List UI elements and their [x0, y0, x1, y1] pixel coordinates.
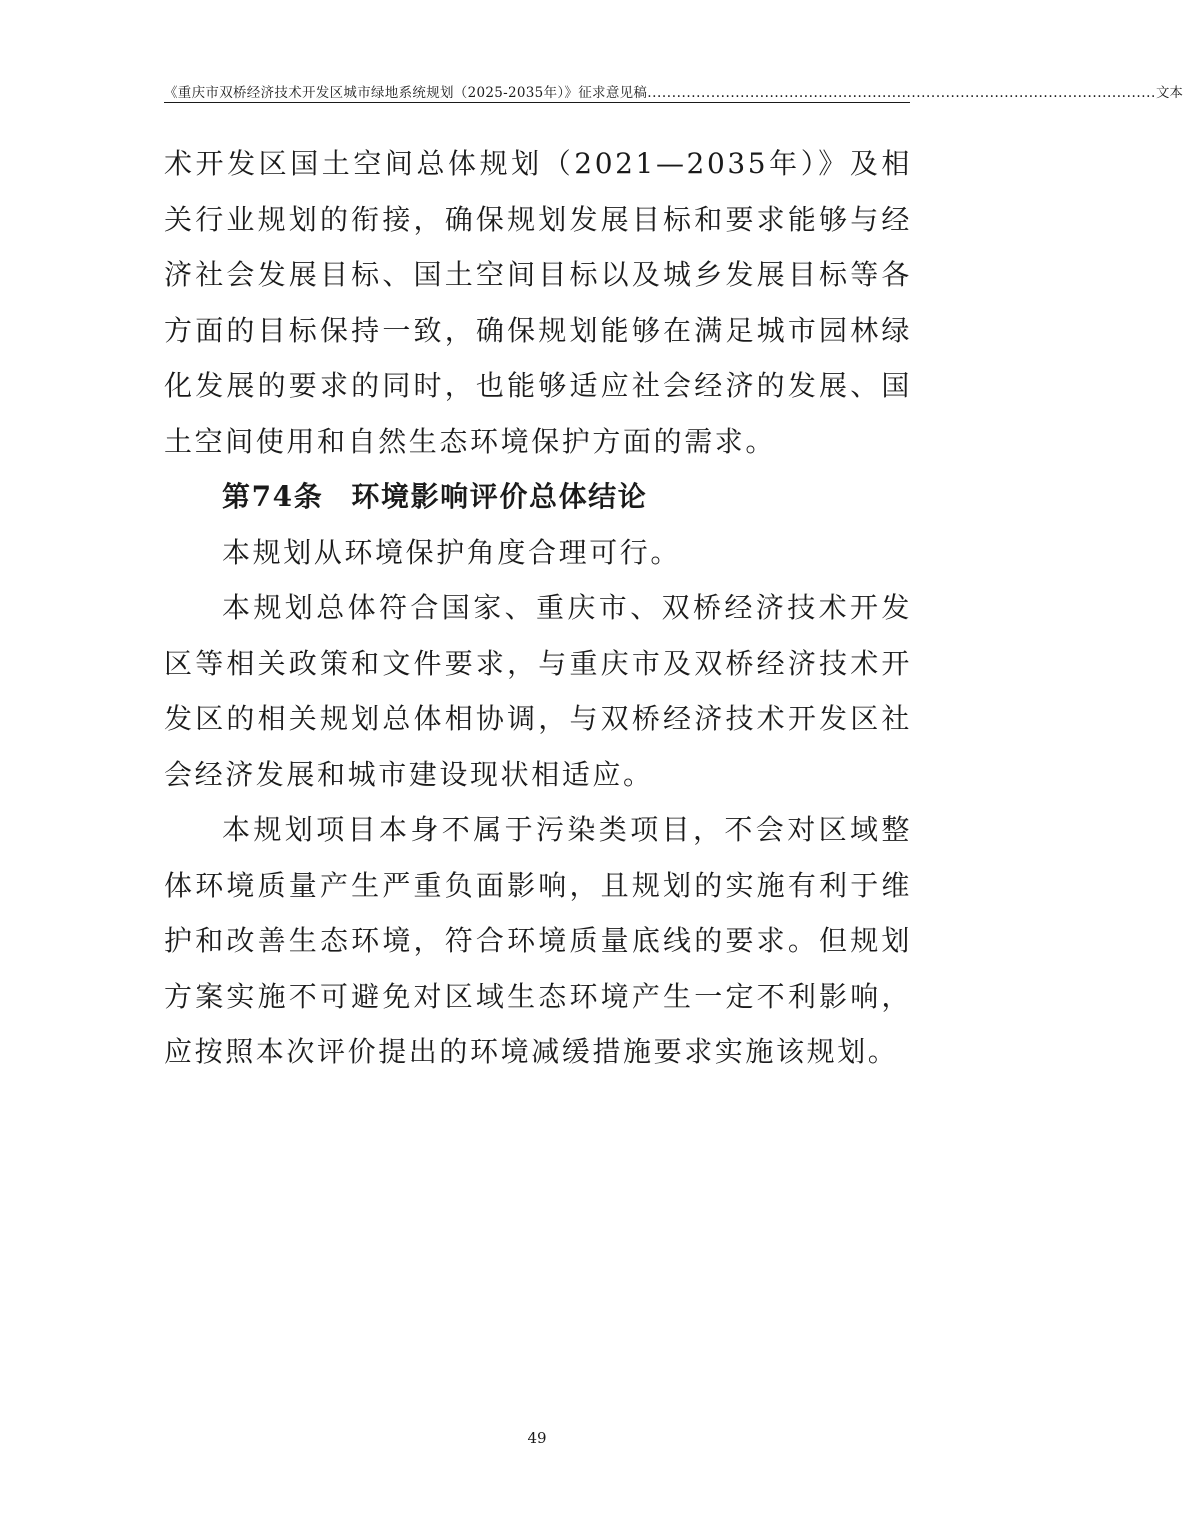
- article-number: 第74条: [222, 480, 324, 513]
- document-body: [164, 136, 912, 1080]
- article-heading: [164, 469, 912, 525]
- article-title: 环境影响评价总体结论: [351, 480, 648, 513]
- paragraph-3: 本规划项目本身不属于污染类项目，不会对区域整体环境质量产生严重负面影响，且规划的实施有利于维护和改善生态环境，符合环境质量底线的要求。但规划方案实施不可避免对区域生态环境产生一定不利影响，应按照本次评价提出的环境减缓措施要求实施该规划。: [164, 813, 912, 1068]
- page-number: 49: [527, 1429, 547, 1447]
- paragraph-2: 本规划总体符合国家、重庆市、双桥经济技术开发区等相关政策和文件要求，与重庆市及双桥经济技术开发区的相关规划总体相协调，与双桥经济技术开发区社会经济发展和城市建设现状相适应。: [164, 591, 912, 791]
- header-title: 《重庆市双桥经济技术开发区城市绿地系统规划（2025-2035年）》征求意见稿: [164, 85, 648, 101]
- paragraph-1: 本规划从环境保护角度合理可行。: [222, 535, 682, 569]
- header-dot-leader: ........................................................................................................: [647, 85, 1156, 101]
- page-header: [164, 76, 1183, 103]
- paragraph-continued: 术开发区国土空间总体规划（2021—2035年）》及相关行业规划的衔接，确保规划发展目标和要求能够与经济社会发展目标、国土空间目标以及城乡发展目标等各方面的目标保持一致，确保规划能够在满足城市园林绿化发展的要求的同时，也能够适应社会经济的发展、国土空间使用和自然生态环境保护方面的需求。: [164, 147, 912, 458]
- header-section-label: 文本: [1155, 85, 1183, 101]
